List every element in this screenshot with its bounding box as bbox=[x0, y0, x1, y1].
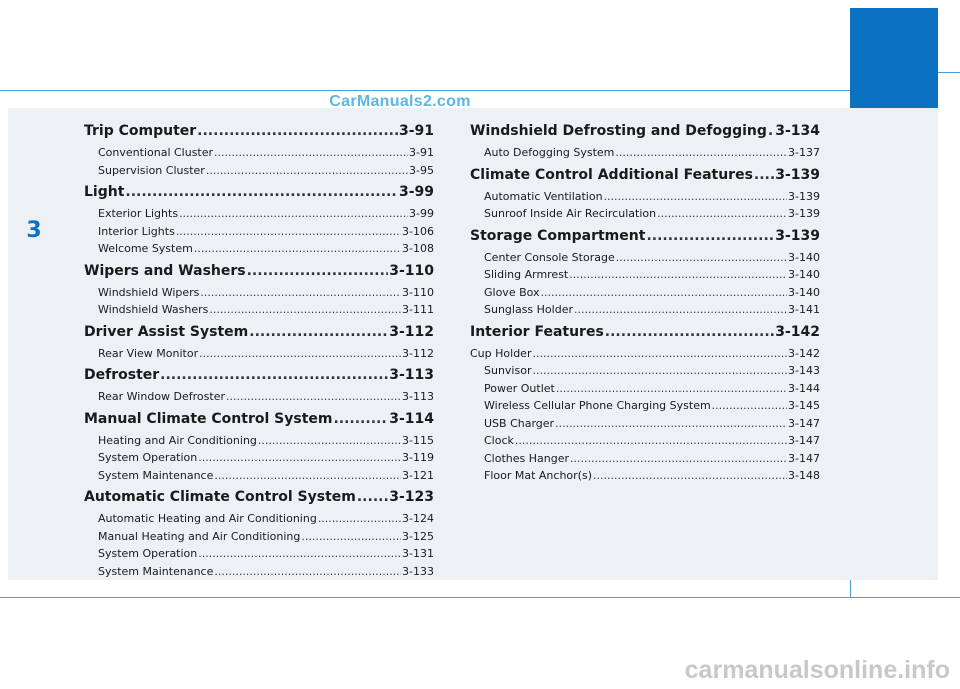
toc-entry-page: 3-139 bbox=[775, 166, 820, 183]
toc-entry-page: 3-112 bbox=[402, 346, 434, 360]
toc-right-column bbox=[470, 118, 820, 485]
leader-dots bbox=[515, 432, 787, 450]
toc-entry-label: System Maintenance bbox=[98, 468, 214, 482]
toc-entry-page: 3-108 bbox=[402, 242, 434, 255]
toc-section-entry[interactable] bbox=[84, 362, 434, 388]
toc-entry-page: 3-123 bbox=[389, 489, 434, 505]
toc-subsection-entry[interactable] bbox=[84, 301, 434, 319]
toc-entry-page: 3-119 bbox=[402, 451, 434, 464]
toc-section-entry[interactable] bbox=[470, 223, 820, 249]
toc-entry-page: 3-111 bbox=[402, 303, 434, 316]
toc-subsection-entry[interactable] bbox=[84, 528, 434, 546]
bottom-rule bbox=[0, 597, 960, 598]
toc-subsection-entry[interactable] bbox=[84, 563, 434, 581]
leader-dots bbox=[247, 258, 389, 284]
toc-entry-label: Climate Control Additional Features bbox=[470, 166, 753, 183]
leader-dots bbox=[226, 388, 401, 406]
toc-entry-page: 3-144 bbox=[788, 381, 820, 395]
toc-entry-label: Windshield Wipers bbox=[98, 285, 200, 299]
toc-subsection-entry[interactable] bbox=[84, 144, 434, 162]
toc-entry-page: 3-99 bbox=[398, 184, 434, 200]
toc-section-entry[interactable] bbox=[84, 484, 434, 510]
toc-entry-page: 3-141 bbox=[788, 303, 820, 316]
leader-dots bbox=[179, 205, 408, 223]
toc-entry-label: Defroster bbox=[84, 367, 160, 383]
toc-entry-label: Power Outlet bbox=[484, 381, 555, 395]
toc-entry-page: 3-95 bbox=[409, 163, 434, 177]
leader-dots bbox=[541, 284, 787, 302]
toc-subsection-entry[interactable] bbox=[470, 432, 820, 450]
toc-subsection-entry[interactable] bbox=[84, 240, 434, 258]
toc-subsection-entry[interactable] bbox=[470, 144, 820, 162]
leader-dots bbox=[160, 362, 388, 388]
toc-section-entry[interactable] bbox=[84, 319, 434, 345]
toc-entry-label: Interior Features bbox=[470, 323, 604, 340]
toc-entry-label: Supervision Cluster bbox=[98, 163, 205, 177]
toc-subsection-entry[interactable] bbox=[84, 345, 434, 363]
leader-dots bbox=[194, 240, 401, 258]
toc-entry-label: Welcome System bbox=[98, 242, 193, 255]
leader-dots bbox=[198, 449, 401, 467]
toc-entry-label: Cup Holder bbox=[470, 346, 532, 360]
toc-entry-label: Automatic Ventilation bbox=[484, 189, 603, 203]
toc-subsection-entry[interactable] bbox=[84, 162, 434, 180]
toc-subsection-entry[interactable] bbox=[470, 345, 820, 363]
toc-entry-page: 3-147 bbox=[788, 434, 820, 447]
toc-entry-label: Wipers and Washers bbox=[84, 262, 246, 279]
toc-entry-page: 3-131 bbox=[402, 547, 434, 560]
toc-subsection-entry[interactable] bbox=[84, 284, 434, 302]
toc-entry-label: System Maintenance bbox=[98, 564, 214, 578]
toc-entry-label: Storage Compartment bbox=[470, 227, 646, 244]
toc-entry-label: Sunglass Holder bbox=[484, 303, 573, 316]
leader-dots bbox=[593, 467, 787, 485]
toc-entry-label: Rear View Monitor bbox=[98, 346, 199, 360]
toc-entry-page: 3-142 bbox=[788, 346, 820, 360]
leader-dots bbox=[197, 118, 398, 144]
toc-subsection-entry[interactable] bbox=[470, 380, 820, 398]
toc-entry-label: Sunroof Inside Air Recirculation bbox=[484, 207, 657, 220]
toc-entry-label: Interior Lights bbox=[98, 224, 175, 238]
leader-dots bbox=[754, 162, 774, 188]
leader-dots bbox=[199, 345, 401, 363]
leader-dots bbox=[258, 432, 401, 450]
toc-section-entry[interactable] bbox=[470, 162, 820, 188]
leader-dots bbox=[214, 563, 401, 581]
leader-dots bbox=[318, 510, 401, 528]
leader-dots bbox=[301, 528, 401, 546]
toc-section-entry[interactable] bbox=[470, 118, 820, 144]
toc-entry-page: 3-147 bbox=[788, 451, 820, 465]
leader-dots bbox=[198, 545, 401, 563]
leader-dots bbox=[125, 179, 398, 205]
toc-subsection-entry[interactable] bbox=[470, 249, 820, 267]
toc-subsection-entry[interactable] bbox=[470, 188, 820, 206]
toc-subsection-entry[interactable] bbox=[470, 450, 820, 468]
leader-dots bbox=[605, 319, 774, 345]
toc-entry-label: Rear Window Defroster bbox=[98, 390, 225, 403]
toc-entry-label: Automatic Climate Control System bbox=[84, 489, 356, 505]
toc-entry-page: 3-91 bbox=[398, 123, 434, 139]
leader-dots bbox=[532, 362, 787, 380]
toc-entry-page: 3-139 bbox=[788, 207, 820, 220]
toc-entry-label: Driver Assist System bbox=[84, 323, 249, 340]
toc-entry-page: 3-124 bbox=[402, 512, 434, 525]
toc-subsection-entry[interactable] bbox=[470, 266, 820, 284]
leader-dots bbox=[532, 345, 787, 363]
leader-dots bbox=[555, 415, 787, 433]
toc-entry-page: 3-148 bbox=[788, 469, 820, 482]
toc-entry-page: 3-140 bbox=[788, 268, 820, 281]
toc-entry-page: 3-113 bbox=[389, 367, 434, 383]
leader-dots bbox=[712, 397, 787, 415]
toc-entry-page: 3-134 bbox=[775, 123, 820, 139]
toc-subsection-entry[interactable] bbox=[470, 415, 820, 433]
toc-entry-page: 3-113 bbox=[402, 390, 434, 403]
toc-subsection-entry[interactable] bbox=[470, 301, 820, 319]
toc-section-entry[interactable] bbox=[84, 406, 434, 432]
toc-entry-page: 3-106 bbox=[402, 224, 434, 238]
toc-entry-page: 3-143 bbox=[788, 364, 820, 377]
toc-subsection-entry[interactable] bbox=[84, 205, 434, 223]
toc-entry-page: 3-142 bbox=[775, 323, 820, 340]
toc-entry-page: 3-137 bbox=[788, 146, 820, 159]
top-rule-right bbox=[938, 72, 960, 73]
toc-entry-label: Clothes Hanger bbox=[484, 451, 570, 465]
toc-subsection-entry[interactable] bbox=[470, 467, 820, 485]
toc-subsection-entry[interactable] bbox=[470, 205, 820, 223]
toc-entry-page: 3-125 bbox=[402, 529, 434, 543]
leader-dots bbox=[556, 380, 787, 398]
leader-dots bbox=[200, 284, 401, 302]
leader-dots bbox=[570, 450, 787, 468]
toc-entry-page: 3-121 bbox=[402, 468, 434, 482]
toc-section-entry[interactable] bbox=[84, 179, 434, 205]
toc-entry-page: 3-112 bbox=[389, 323, 434, 340]
leader-dots bbox=[249, 319, 388, 345]
toc-entry-label: Auto Defogging System bbox=[484, 146, 615, 159]
watermark-bottom[interactable]: carmanualsonline.info bbox=[684, 656, 950, 684]
leader-dots bbox=[176, 223, 401, 241]
leader-dots bbox=[616, 249, 787, 267]
toc-entry-label: Exterior Lights bbox=[98, 207, 179, 220]
toc-entry-label: Automatic Heating and Air Conditioning bbox=[98, 512, 317, 525]
toc-entry-label: Manual Climate Control System bbox=[84, 410, 333, 427]
toc-entry-page: 3-140 bbox=[788, 250, 820, 264]
leader-dots bbox=[768, 118, 774, 144]
toc-entry-label: Windshield Defrosting and Defogging bbox=[470, 123, 767, 139]
leader-dots bbox=[646, 223, 774, 249]
leader-dots bbox=[569, 266, 787, 284]
leader-dots bbox=[657, 205, 787, 223]
toc-entry-page: 3-139 bbox=[775, 227, 820, 244]
toc-entry-page: 3-91 bbox=[409, 146, 434, 159]
toc-section-entry[interactable] bbox=[84, 258, 434, 284]
toc-entry-label: Windshield Washers bbox=[98, 303, 209, 316]
toc-section-entry[interactable] bbox=[84, 118, 434, 144]
toc-entry-label: Sliding Armrest bbox=[484, 268, 569, 281]
toc-entry-page: 3-145 bbox=[788, 399, 820, 412]
toc-entry-page: 3-115 bbox=[402, 433, 434, 447]
chapter-tab bbox=[850, 8, 938, 108]
leader-dots bbox=[615, 144, 787, 162]
leader-dots bbox=[206, 162, 408, 180]
toc-entry-page: 3-114 bbox=[389, 410, 434, 427]
toc-entry-page: 3-147 bbox=[788, 416, 820, 430]
toc-subsection-entry[interactable] bbox=[84, 510, 434, 528]
toc-left-column bbox=[84, 118, 434, 580]
toc-entry-label: System Operation bbox=[98, 451, 198, 464]
toc-entry-label: Clock bbox=[484, 434, 514, 447]
toc-entry-label: Conventional Cluster bbox=[98, 146, 214, 159]
toc-section-entry[interactable] bbox=[470, 319, 820, 345]
toc-subsection-entry[interactable] bbox=[84, 388, 434, 406]
chapter-number: 3 bbox=[26, 218, 42, 243]
toc-subsection-entry[interactable] bbox=[470, 284, 820, 302]
toc-entry-label: Heating and Air Conditioning bbox=[98, 433, 257, 447]
leader-dots bbox=[574, 301, 787, 319]
toc-subsection-entry[interactable] bbox=[470, 362, 820, 380]
toc-subsection-entry[interactable] bbox=[84, 223, 434, 241]
toc-entry-page: 3-99 bbox=[409, 207, 434, 220]
toc-entry-page: 3-133 bbox=[402, 564, 434, 578]
toc-entry-page: 3-110 bbox=[389, 262, 434, 279]
toc-entry-label: Floor Mat Anchor(s) bbox=[484, 469, 592, 482]
toc-subsection-entry[interactable] bbox=[84, 467, 434, 485]
toc-subsection-entry[interactable] bbox=[84, 449, 434, 467]
toc-subsection-entry[interactable] bbox=[84, 432, 434, 450]
toc-entry-label: System Operation bbox=[98, 547, 198, 560]
toc-entry-page: 3-140 bbox=[788, 285, 820, 299]
toc-entry-label: Wireless Cellular Phone Charging System bbox=[484, 399, 711, 412]
toc-entry-label: Trip Computer bbox=[84, 123, 197, 139]
leader-dots bbox=[357, 484, 388, 510]
leader-dots bbox=[214, 467, 401, 485]
top-rule bbox=[0, 90, 850, 91]
toc-entry-page: 3-110 bbox=[402, 285, 434, 299]
toc-entry-label: Manual Heating and Air Conditioning bbox=[98, 529, 301, 543]
watermark-top[interactable]: CarManuals2.com bbox=[329, 93, 471, 110]
toc-subsection-entry[interactable] bbox=[470, 397, 820, 415]
leader-dots bbox=[209, 301, 401, 319]
toc-entry-label: Center Console Storage bbox=[484, 250, 615, 264]
toc-subsection-entry[interactable] bbox=[84, 545, 434, 563]
toc-entry-label: USB Charger bbox=[484, 416, 555, 430]
toc-entry-label: Sunvisor bbox=[484, 364, 532, 377]
leader-dots bbox=[604, 188, 787, 206]
leader-dots bbox=[333, 406, 388, 432]
toc-entry-page: 3-139 bbox=[788, 189, 820, 203]
toc-entry-label: Glove Box bbox=[484, 285, 540, 299]
leader-dots bbox=[214, 144, 408, 162]
toc-entry-label: Light bbox=[84, 184, 125, 200]
